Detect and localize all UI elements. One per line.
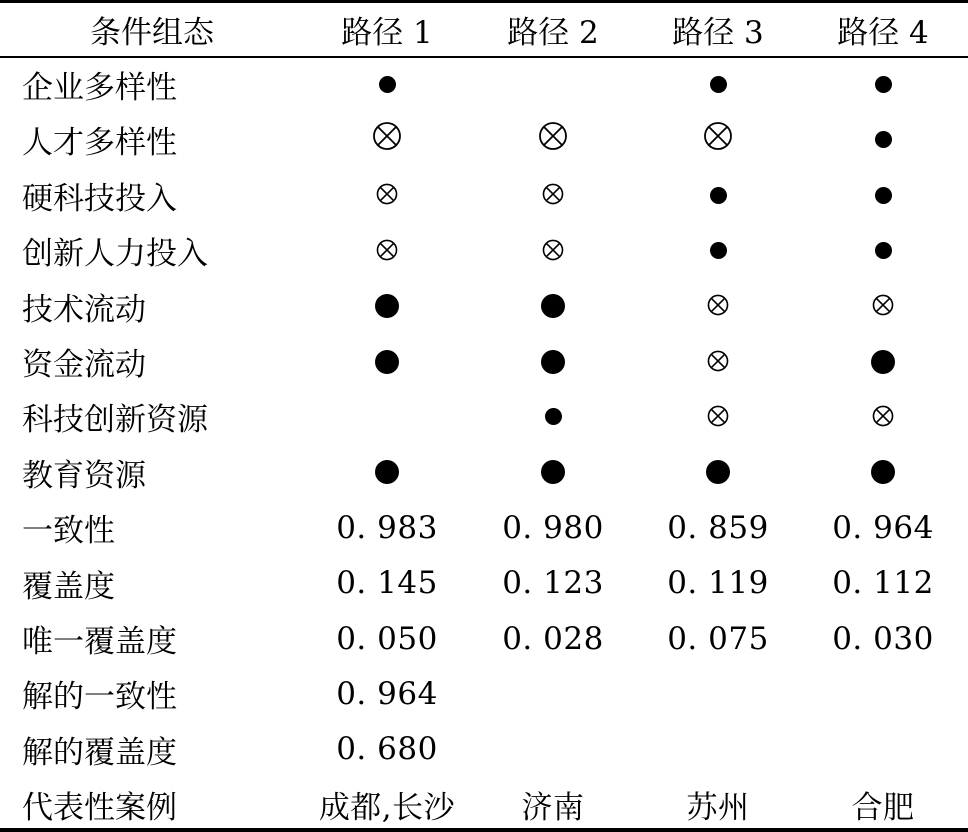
- table-row: [0, 722, 968, 777]
- table-cell: [808, 389, 958, 444]
- table-cell: [478, 223, 628, 278]
- table-cell: 成都,长沙: [318, 790, 456, 827]
- table-cell: 0. 075: [667, 620, 769, 657]
- row-label: 代表性案例: [22, 790, 177, 827]
- table-row: [0, 611, 968, 666]
- table-row: [0, 223, 968, 278]
- peripheral-absent-icon: [376, 177, 398, 213]
- table-cell: [808, 223, 958, 278]
- table-cell: [643, 445, 793, 500]
- table-cell: 0. 119: [667, 565, 769, 602]
- table-cell: [478, 389, 628, 444]
- row-label: 唯一覆盖度: [22, 624, 177, 660]
- table-cell: [478, 334, 628, 389]
- table-cell: 0. 050: [336, 620, 438, 657]
- table-cell: [312, 389, 462, 444]
- core-condition-present-icon: [375, 460, 399, 484]
- table-cell: [312, 279, 462, 334]
- peripheral-absent-icon: [872, 399, 894, 435]
- table-cell: [312, 57, 462, 112]
- table-cell: 0. 145: [336, 565, 438, 602]
- table-row: [0, 334, 968, 389]
- core-absent-icon: [703, 121, 733, 159]
- table-cell: [643, 223, 793, 278]
- header-path-3: 路径 3: [672, 15, 764, 51]
- table-cell: 0. 964: [832, 509, 934, 546]
- table-cell: [312, 168, 462, 223]
- row-label: 创新人力投入: [22, 236, 208, 273]
- table-cell: 合肥: [851, 790, 915, 827]
- core-condition-present-icon: [541, 294, 565, 318]
- table-cell: 0. 980: [502, 509, 604, 546]
- row-label: 资金流动: [22, 347, 146, 383]
- table-cell: [808, 112, 958, 167]
- table-row: [0, 112, 968, 167]
- table-cell: [478, 666, 628, 721]
- table-cell: [808, 334, 958, 389]
- table-row: [0, 445, 968, 500]
- table-row: [0, 500, 968, 555]
- table-row: [0, 666, 968, 721]
- core-present-icon: [545, 408, 562, 425]
- table-cell: [312, 445, 462, 500]
- table-bottom-rule: [0, 828, 968, 832]
- table-cell: [478, 57, 628, 112]
- core-present-icon: [875, 242, 892, 259]
- core-present-icon: [875, 187, 892, 204]
- table-cell: [478, 168, 628, 223]
- table-cell: 济南: [521, 790, 585, 827]
- core-present-icon: [710, 187, 727, 204]
- table-cell: 0. 123: [502, 565, 604, 602]
- table-row: [0, 556, 968, 611]
- table-cell: [312, 112, 462, 167]
- table-cell: [808, 445, 958, 500]
- peripheral-absent-icon: [707, 399, 729, 435]
- table-cell: [808, 722, 958, 777]
- peripheral-absent-icon: [872, 288, 894, 324]
- table-cell: [478, 279, 628, 334]
- header-path-2: 路径 2: [507, 15, 599, 51]
- core-present-icon: [710, 242, 727, 259]
- core-condition-present-icon: [375, 294, 399, 318]
- table-cell: [478, 445, 628, 500]
- row-label: 覆盖度: [22, 568, 115, 605]
- table-cell: [478, 722, 628, 777]
- header-path-1: 路径 1: [341, 15, 433, 51]
- table-row: [0, 168, 968, 223]
- core-condition-present-icon: [871, 460, 895, 484]
- peripheral-absent-icon: [707, 288, 729, 324]
- header-path-4: 路径 4: [837, 15, 929, 51]
- table-cell: 0. 680: [336, 731, 438, 768]
- table-cell: 0. 112: [832, 565, 934, 602]
- core-absent-icon: [538, 121, 568, 159]
- table-cell: 0. 028: [502, 620, 604, 657]
- core-condition-present-icon: [541, 350, 565, 374]
- row-label: 硬科技投入: [22, 180, 177, 217]
- table-cell: [643, 389, 793, 444]
- table-header-row: [0, 2, 968, 57]
- table-cell: [808, 168, 958, 223]
- table-cell: [808, 666, 958, 721]
- core-condition-present-icon: [375, 350, 399, 374]
- header-condition: 条件组态: [90, 15, 214, 51]
- table-cell: [643, 112, 793, 167]
- peripheral-absent-icon: [707, 344, 729, 380]
- table-row: [0, 279, 968, 334]
- row-label: 企业多样性: [22, 70, 177, 106]
- peripheral-absent-icon: [376, 233, 398, 269]
- table-cell: [312, 334, 462, 389]
- table-row: [0, 57, 968, 112]
- core-condition-present-icon: [541, 460, 565, 484]
- table-row: [0, 777, 968, 832]
- table-cell: [808, 279, 958, 334]
- row-label: 教育资源: [22, 457, 146, 494]
- table-cell: [643, 666, 793, 721]
- row-label: 科技创新资源: [22, 402, 208, 439]
- row-label: 解的一致性: [22, 679, 177, 716]
- table-cell: [643, 279, 793, 334]
- table-cell: [643, 334, 793, 389]
- table-row: [0, 389, 968, 444]
- row-label: 技术流动: [22, 291, 146, 328]
- core-present-icon: [875, 131, 892, 148]
- row-label: 一致性: [22, 513, 115, 550]
- table-cell: [643, 57, 793, 112]
- table-cell: [478, 112, 628, 167]
- table-cell: 苏州: [686, 790, 750, 827]
- table-cell: 0. 030: [832, 620, 934, 657]
- row-label: 解的覆盖度: [22, 734, 177, 771]
- core-condition-present-icon: [871, 350, 895, 374]
- table-cell: [808, 57, 958, 112]
- peripheral-absent-icon: [542, 177, 564, 213]
- table-cell: 0. 983: [336, 509, 438, 546]
- core-present-icon: [710, 76, 727, 93]
- table-cell: 0. 964: [336, 675, 438, 712]
- peripheral-absent-icon: [542, 233, 564, 269]
- table-cell: [312, 223, 462, 278]
- row-label: 人才多样性: [22, 125, 177, 162]
- core-present-icon: [379, 76, 396, 93]
- core-absent-icon: [372, 121, 402, 159]
- core-present-icon: [875, 76, 892, 93]
- table-cell: 0. 859: [667, 509, 769, 546]
- table-cell: [643, 722, 793, 777]
- table-cell: [643, 168, 793, 223]
- core-condition-present-icon: [706, 460, 730, 484]
